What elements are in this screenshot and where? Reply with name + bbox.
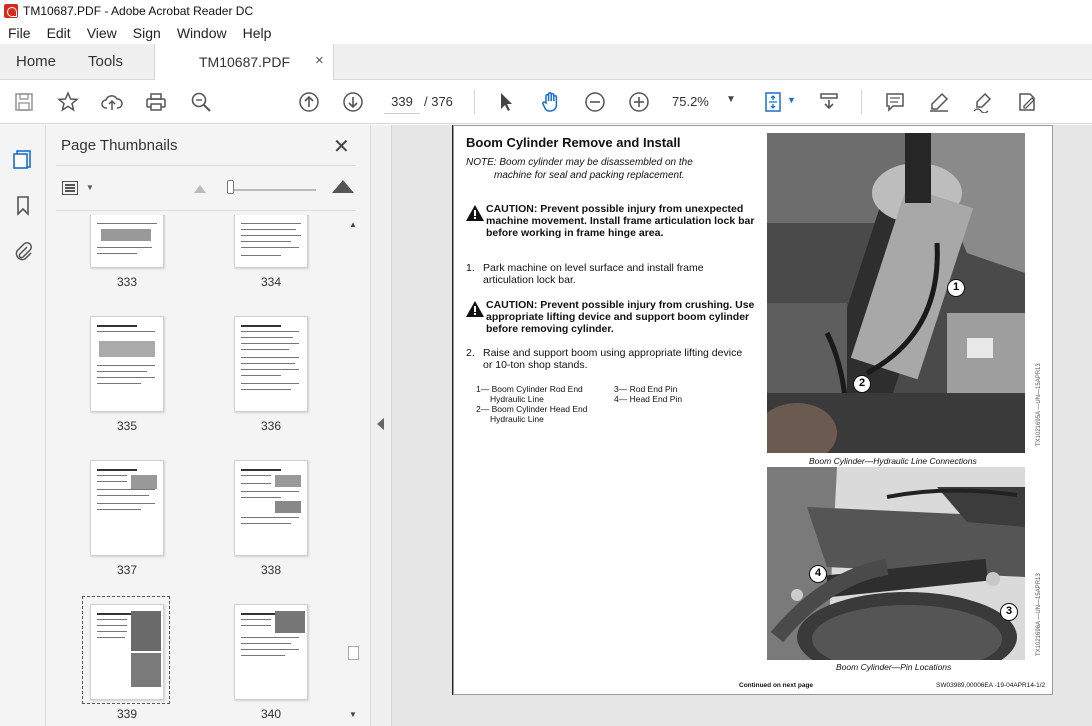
- thumbnail-list: [46, 215, 356, 726]
- thumbnail-340[interactable]: [234, 604, 308, 700]
- thumbnail-333[interactable]: [90, 215, 164, 268]
- tab-document-label: TM10687.PDF: [199, 54, 291, 70]
- warning-icon: [466, 205, 484, 221]
- scroll-down-icon[interactable]: ▼: [349, 710, 357, 719]
- thumbnail-scrollbar[interactable]: [346, 216, 360, 724]
- sign-icon[interactable]: [971, 90, 995, 114]
- toolbar: [0, 80, 1092, 124]
- legend-item: 1— Boom Cylinder Rod End: [476, 384, 583, 394]
- upload-cloud-icon[interactable]: [100, 90, 124, 114]
- continued-note: Continued on next page: [739, 682, 814, 689]
- caution-block: [466, 299, 756, 339]
- menu-window[interactable]: Window: [176, 25, 227, 41]
- toolbar-divider-2: [861, 90, 862, 114]
- highlight-pen-icon[interactable]: [927, 90, 951, 114]
- figure-caption: Boom Cylinder—Pin Locations: [836, 662, 952, 672]
- callout-2: 2: [853, 375, 871, 393]
- thumbnail-panel: [46, 125, 370, 726]
- page-thumbnails-icon[interactable]: [11, 147, 35, 171]
- select-cursor-icon[interactable]: [494, 90, 518, 114]
- small-thumbnails-icon[interactable]: [194, 185, 206, 193]
- menu-help[interactable]: Help: [242, 25, 272, 41]
- tab-close-icon[interactable]: ×: [315, 52, 324, 69]
- scroll-mode-icon[interactable]: [817, 90, 841, 114]
- thumbnail-338[interactable]: [234, 460, 308, 556]
- legend-item: Hydraulic Line: [490, 394, 544, 404]
- callout-1: 1: [947, 279, 965, 297]
- warning-icon: [466, 301, 484, 317]
- attachments-icon[interactable]: [11, 239, 35, 263]
- figure-caption: Boom Cylinder—Hydraulic Line Connections: [809, 456, 977, 466]
- step-item: [466, 347, 756, 373]
- pdf-page: [453, 125, 1053, 695]
- fit-page-icon[interactable]: [762, 90, 786, 114]
- print-icon[interactable]: [144, 90, 168, 114]
- toolbar-divider: [474, 90, 475, 114]
- left-rail: [0, 125, 46, 726]
- page-number-input[interactable]: 339: [384, 90, 420, 114]
- page-border: [452, 125, 453, 695]
- thumbnail-label: 338: [260, 563, 282, 577]
- thumbnail-335[interactable]: [90, 316, 164, 412]
- photo-hydraulic-lines: [767, 133, 1025, 453]
- zoom-level[interactable]: 75.2%: [672, 94, 709, 109]
- menu-view[interactable]: View: [86, 25, 117, 41]
- window-title: TM10687.PDF - Adobe Acrobat Reader DC: [23, 4, 254, 18]
- note-line: machine for seal and packing replacement.: [494, 170, 685, 181]
- previous-page-icon[interactable]: [297, 90, 321, 114]
- menu-sign[interactable]: Sign: [132, 25, 161, 41]
- legend-right: [614, 384, 682, 404]
- tab-document[interactable]: [154, 44, 334, 80]
- legend-item: 3— Rod End Pin: [614, 384, 678, 394]
- caution-block: [466, 203, 756, 251]
- callout-3: 3: [1000, 603, 1018, 621]
- thumbnail-label: 336: [260, 419, 282, 433]
- thumbnail-label: 340: [260, 707, 282, 721]
- bookmark-star-icon[interactable]: [56, 90, 80, 114]
- legend-left: [476, 384, 588, 424]
- callout-4: 4: [809, 565, 827, 583]
- next-page-icon[interactable]: [341, 90, 365, 114]
- thumbnail-339[interactable]: [90, 604, 164, 700]
- photo-pin-locations: [767, 467, 1025, 660]
- thumbnail-label: 334: [260, 275, 282, 289]
- tab-home[interactable]: Home: [16, 53, 57, 70]
- save-icon[interactable]: [12, 90, 36, 114]
- menu-edit[interactable]: Edit: [46, 25, 71, 41]
- caution-text: CAUTION: Prevent possible injury from crushing. Use appropriate lifting device and support boom cylinder before removing cylinder.: [486, 299, 755, 335]
- document-code: SW03989,00006EA -19-04APR14-1/2: [936, 682, 1046, 689]
- thumbnail-size-slider[interactable]: [230, 189, 316, 191]
- options-dropdown-icon[interactable]: ▼: [86, 183, 94, 192]
- comment-icon[interactable]: [883, 90, 907, 114]
- thumbnail-label: 337: [116, 563, 138, 577]
- note-line: NOTE: Boom cylinder may be disassembled on the: [466, 157, 693, 168]
- legend-item: Hydraulic Line: [490, 414, 544, 424]
- zoom-dropdown-icon[interactable]: ▼: [726, 94, 736, 105]
- figure-code: TX1021696A —UN—15APR13: [1036, 573, 1042, 656]
- zoom-search-icon[interactable]: [189, 90, 213, 114]
- thumbnail-label: 333: [116, 275, 138, 289]
- bookmarks-icon[interactable]: [11, 193, 35, 217]
- title-bar: [0, 0, 1092, 22]
- thumbnail-337[interactable]: [90, 460, 164, 556]
- panel-close-icon[interactable]: ✕: [333, 136, 350, 158]
- caution-text: CAUTION: Prevent possible injury from unexpected machine movement. Install frame articulation lock bar before working in frame hinge area.: [486, 203, 755, 239]
- thumbnail-label: 339: [116, 707, 138, 721]
- step-item: [466, 262, 756, 288]
- fit-dropdown-icon[interactable]: ▼: [787, 95, 796, 105]
- tab-tools[interactable]: Tools: [88, 53, 124, 70]
- thumbnail-options-icon[interactable]: [62, 181, 78, 195]
- step-number: 1.: [466, 262, 475, 274]
- panel-tools: [56, 165, 356, 211]
- edit-pdf-icon[interactable]: [1015, 90, 1039, 114]
- step-text: Raise and support boom using appropriate lifting device or 10-ton shop stands.: [483, 347, 743, 371]
- tab-bar: [0, 44, 1092, 80]
- acrobat-icon: [4, 4, 18, 18]
- panel-title: Page Thumbnails: [61, 137, 178, 154]
- thumbnail-336[interactable]: [234, 316, 308, 412]
- legend-item: 4— Head End Pin: [614, 394, 683, 404]
- menu-file[interactable]: File: [8, 25, 31, 41]
- collapse-panel-icon[interactable]: [377, 418, 384, 430]
- figure-code: TX1021695A —UN—15APR13: [1036, 363, 1042, 446]
- page-total: / 376: [424, 94, 453, 109]
- menu-bar: [0, 22, 1092, 44]
- thumbnail-label: 335: [116, 419, 138, 433]
- thumbnail-334[interactable]: [234, 215, 308, 268]
- zoom-in-icon[interactable]: [627, 90, 651, 114]
- slider-handle[interactable]: [227, 180, 234, 194]
- scroll-up-icon[interactable]: ▲: [349, 220, 357, 229]
- page-heading: Boom Cylinder Remove and Install: [466, 135, 681, 150]
- zoom-out-icon[interactable]: [583, 90, 607, 114]
- large-thumbnails-icon[interactable]: [332, 180, 354, 193]
- hand-tool-icon[interactable]: [539, 90, 563, 114]
- step-number: 2.: [466, 347, 475, 359]
- note: [466, 156, 756, 182]
- scroll-thumb[interactable]: [348, 646, 359, 660]
- step-text: Park machine on level surface and install frame articulation lock bar.: [483, 262, 704, 286]
- legend-item: 2— Boom Cylinder Head End: [476, 404, 588, 414]
